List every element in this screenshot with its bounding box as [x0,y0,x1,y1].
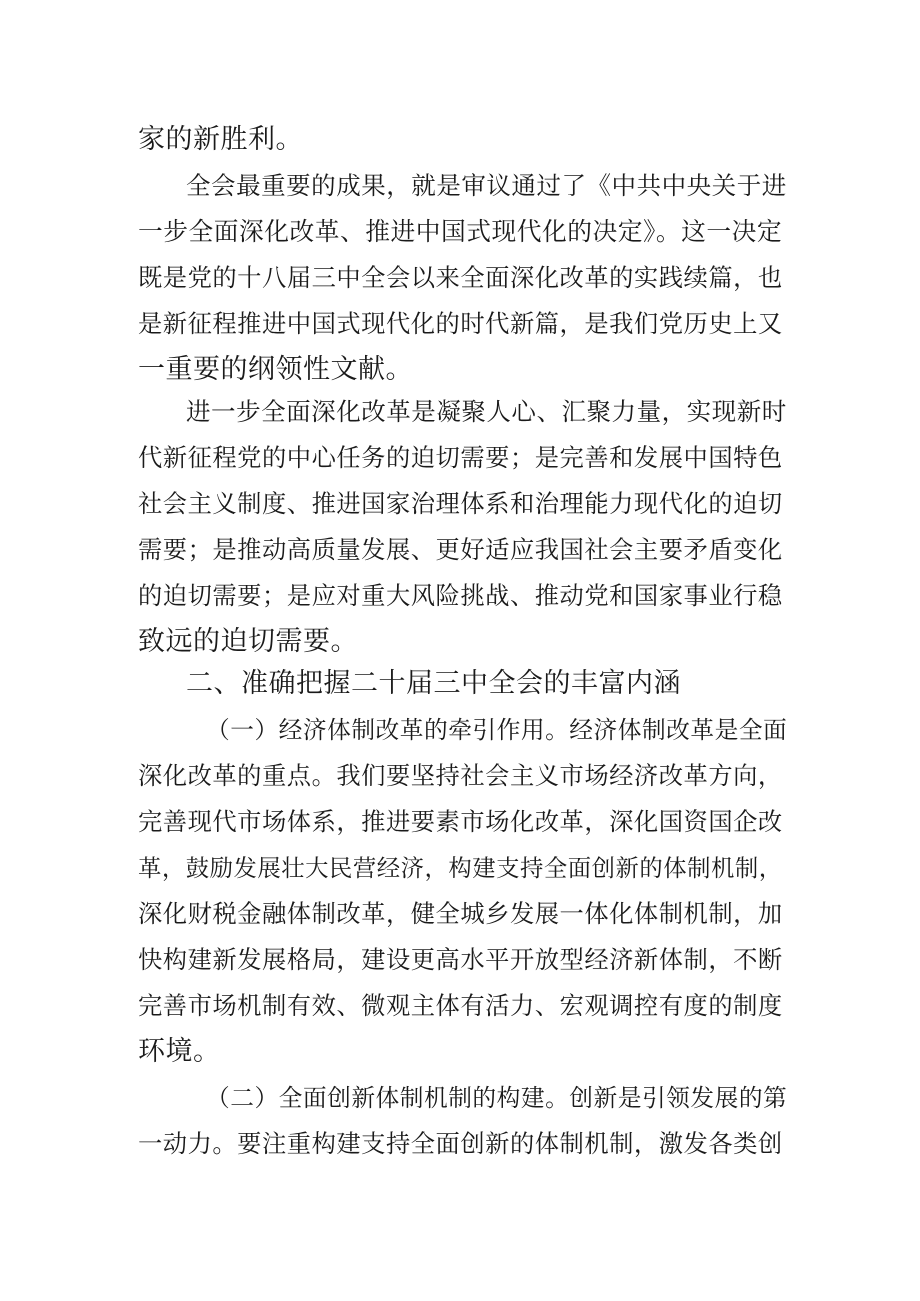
text-line: 深化财税金融体制改革，健全城乡发展一体化体制机制，加 [138,899,783,928]
text-line: 一动力。要注重构建支持全面创新的体制机制，激发各类创 [138,1129,783,1158]
text-line: 代新征程党的中心任务的迫切需要；是完善和发展中国特色 [138,443,783,472]
text-line: （二）全面创新体制机制的构建。创新是引领发展的第 [206,1084,788,1112]
text-line: 快构建新发展格局，建设更高水平开放型经济新体制，不断 [138,945,783,974]
text-line: 完善市场机制有效、微观主体有活力、宏观调控有度的制度 [138,991,783,1020]
text-line: 全会最重要的成果，就是审议通过了《中共中央关于进 [186,171,787,200]
text-line: 的迫切需要；是应对重大风险挑战、推动党和国家事业行稳 [138,581,783,610]
text-line: 进一步全面深化改革是凝聚人心、汇聚力量，实现新时 [186,397,787,426]
text-line: 是新征程推进中国式现代化的时代新篇，是我们党历史上又 [138,309,783,338]
text-line: 一重要的纲领性文献。 [138,354,413,385]
text-line: 既是党的十八届三中全会以来全面深化改革的实践续篇，也 [138,263,783,292]
text-line: 需要；是推动高质量发展、更好适应我国社会主要矛盾变化 [138,535,783,564]
text-line: 社会主义制度、推进国家治理体系和治理能力现代化的迫切 [138,489,783,518]
text-line: 致远的迫切需要。 [138,626,358,657]
text-line: 环境。 [138,1036,221,1067]
text-line: （一）经济体制改革的牵引作用。经济体制改革是全面 [206,716,788,744]
section-heading: 二、准确把握二十届三中全会的丰富内涵 [186,668,681,699]
text-line: 一步全面深化改革、推进中国式现代化的决定》。这一决定 [138,217,783,246]
text-line: 深化改革的重点。我们要坚持社会主义市场经济改革方向， [138,761,783,790]
text-line: 家的新胜利。 [138,124,303,155]
text-line: 革，鼓励发展壮大民营经济，构建支持全面创新的体制机制， [138,854,783,882]
text-line: 完善现代市场体系，推进要素市场化改革，深化国资国企改 [138,807,783,836]
